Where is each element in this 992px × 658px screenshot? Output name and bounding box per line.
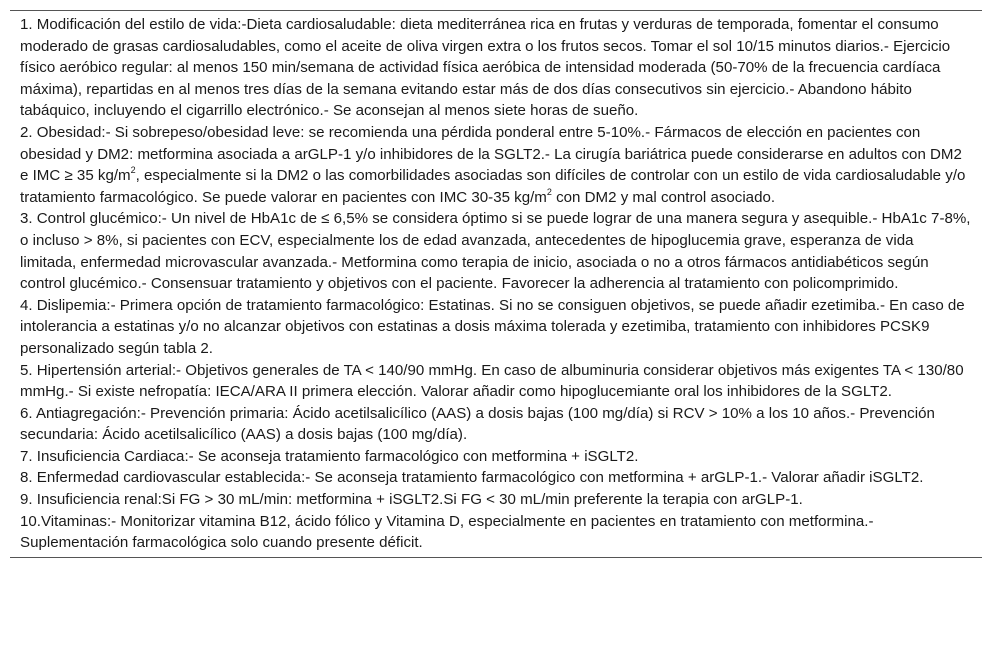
recommendations-cell	[10, 11, 982, 557]
recommendation-lifestyle: 1. Modificación del estilo de vida:-Dieta cardiosaludable: dieta mediterránea rica en frutas y verduras de temporada, fomentar el consumo moderado de grasas cardiosaludables, como el aceite de oliva virgen extra o los frutos secos. Tomar el sol 10/15 minutos diarios.- Ejercicio físico aeróbico regular: al menos 150 min/semana de actividad física aeróbica de intensidad moderada (50-70% de la frecuencia cardíaca máxima), repartidas en al menos tres días de la semana evitando estar más de dos días consecutivos sin ejercicio.- Abandono hábito tabáquico, incluyendo el cigarrillo electrónico.- Se aconsejan al menos siete horas de sueño.	[20, 16, 951, 120]
recommendation-antiplatelet: 6. Antiagregación:- Prevención primaria: Ácido acetilsalicílico (AAS) a dosis bajas (100 mg/día) si RCV > 10% a los 10 años.- Prevención secundaria: Ácido acetilsalicílico (AAS) a dosis bajas (100 mg/día).	[20, 404, 935, 444]
recommendation-dyslipidemia: 4. Dislipemia:- Primera opción de tratamiento farmacológico: Estatinas. Si no se consiguen objetivos, se puede añadir ezetimiba.- En caso de intolerancia a estatinas y/o no alcanzar objetivos con estatinas a dosis máxima tolerada y ezetimiba, tratamiento con inhibidores PCSK9 personalizado según tabla 2.	[20, 296, 965, 357]
recommendation-glycemic-control: 3. Control glucémico:- Un nivel de HbA1c de ≤ 6,5% se considera óptimo si se puede lograr de una manera segura y asequible.- HbA1c 7-8%, o incluso > 8%, si pacientes con ECV, especialmente los de edad avanzada, antecedentes de hipoglucemia grave, esperanza de vida limitada, enfermedad microvascular avanzada.- Metformina como terapia de inicio, asociada o no a otros fármacos antidiabéticos según control glucémico.- Consensuar tratamiento y objetivos con el paciente. Favorecer la adherencia al tratamiento con policomprimido.	[20, 210, 971, 293]
recommendation-vitamins: 10.Vitaminas:- Monitorizar vitamina B12, ácido fólico y Vitamina D, especialmente en pacientes en tratamiento con metformina.- Suplementación farmacológica solo cuando presente déficit.	[20, 512, 874, 552]
recommendations-table	[10, 10, 982, 558]
recommendation-obesity: 2. Obesidad:- Si sobrepeso/obesidad leve: se recomienda una pérdida ponderal entre 5-10%.- Fármacos de elección en pacientes con obesidad y DM2: metformina asociada a arGLP-1 y/o inhibidores de la SGLT2.- La cirugía bariátrica puede considerarse en adultos con DM2 e IMC ≥ 35 $kg/m^2$, especialmente si la DM2 o las comorbilidades asociadas son difíciles de controlar con un estilo de vida cardiosaludable y/o tratamiento farmacológico. Se puede valorar en pacientes con IMC 30-35 $kg/m^2$ con DM2 y mal control asociado.	[20, 123, 966, 206]
recommendation-cardiovascular-disease: 8. Enfermedad cardiovascular establecida:- Se aconseja tratamiento farmacológico con metformina + arGLP-1.- Valorar añadir iSGLT2.	[20, 469, 924, 487]
recommendation-hypertension: 5. Hipertensión arterial:- Objetivos generales de TA < 140/90 mmHg. En caso de albuminuria considerar objetivos más exigentes TA < 130/80 mmHg.- Si existe nefropatía: IECA/ARA II primera elección. Valorar añadir como hipoglucemiante oral los inhibidores de la SGLT2.	[20, 361, 964, 401]
recommendation-renal-failure: 9. Insuficiencia renal:Si FG > 30 mL/min: metformina + iSGLT2.Si FG < 30 mL/min preferente la terapia con arGLP-1.	[20, 491, 803, 509]
superscript-squared: 2	[130, 165, 136, 176]
superscript-squared: 2	[546, 186, 552, 197]
recommendation-heart-failure: 7. Insuficiencia Cardiaca:- Se aconseja tratamiento farmacológico con metformina + iSGLT2.	[20, 447, 639, 465]
